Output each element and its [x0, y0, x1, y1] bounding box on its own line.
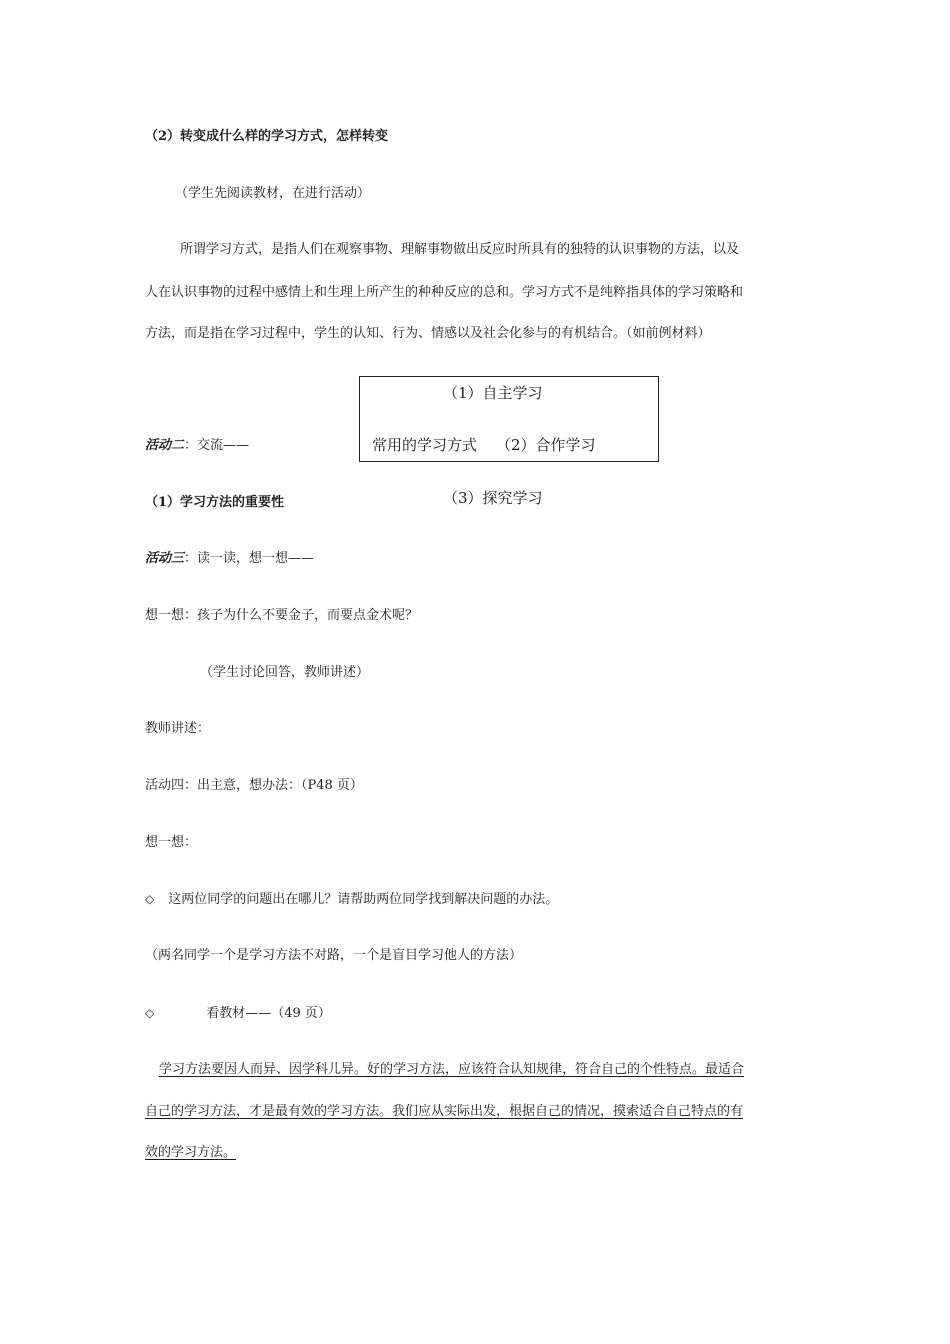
section-heading-1: （1）学习方法的重要性 — [145, 495, 285, 510]
conclusion-line-3: 效的学习方法。 — [145, 1145, 237, 1160]
bullet-item-2-text: 看教材——（49 页） — [206, 1006, 331, 1021]
diamond-bullet-icon: ◇ — [145, 892, 155, 906]
note-discuss: （学生讨论回答，教师讲述） — [200, 665, 370, 680]
note-two-students: （两名同学一个是学习方法不对路，一个是盲目学习他人的方法） — [145, 948, 523, 963]
bullet-item-1 — [145, 890, 558, 909]
box-item-autonomous: （1）自主学习 — [443, 384, 543, 402]
diamond-bullet-icon: ◇ — [145, 1006, 155, 1020]
conclusion-line-2: 自己的学习方法，才是最有效的学习方法。我们应从实际出发，根据自己的情况，摸索适合自己特点的有 — [145, 1104, 744, 1119]
activity-three — [145, 550, 314, 568]
note-read-textbook: （学生先阅读教材，在进行活动） — [175, 186, 371, 201]
section-heading-2: （2）转变成什么样的学习方式，怎样转变 — [145, 129, 389, 144]
paragraph-line-1: 所谓学习方式，是指人们在观察事物、理解事物做出反应时所具有的独特的认识事物的方法，以及 — [180, 242, 740, 257]
activity-three-text: ：读一读，想一想—— — [184, 551, 315, 566]
box-item-inquiry: （3）探究学习 — [443, 489, 543, 507]
paragraph-line-2: 人在认识事物的过程中感情上和生理上所产生的种种反应的总和。学习方式不是纯粹指具体的学习策略和 — [145, 285, 744, 300]
box-item-cooperative: （2）合作学习 — [496, 436, 596, 454]
paragraph-line-3: 方法，而是指在学习过程中，学生的认知、行为、情感以及社会化参与的有机结合。（如前例材料） — [145, 326, 711, 341]
conclusion-line-1 — [145, 1061, 744, 1079]
activity-two — [145, 437, 249, 455]
conclusion-line-1-text: 学习方法要因人而异、因学科儿异。好的学习方法，应该符合认知规律，符合自己的个性特点。最适合 — [159, 1062, 745, 1077]
box-label-common-methods: 常用的学习方式 — [372, 436, 478, 454]
bullet-item-2 — [145, 1004, 331, 1023]
think-question-1: 想一想：孩子为什么不要金子，而要点金术呢？ — [145, 608, 419, 623]
teacher-narration: 教师讲述： — [145, 721, 211, 736]
activity-two-label: 活动二 — [145, 438, 185, 453]
activity-three-label: 活动三 — [145, 551, 185, 566]
activity-four: 活动四：出主意，想办法：（P48 页） — [145, 778, 363, 793]
activity-two-text: ：交流—— — [184, 438, 250, 453]
bullet-item-1-text: 这两位同学的问题出在哪儿？请帮助两位同学找到解决问题的办法。 — [168, 892, 559, 907]
think-question-2: 想一想： — [145, 835, 198, 850]
